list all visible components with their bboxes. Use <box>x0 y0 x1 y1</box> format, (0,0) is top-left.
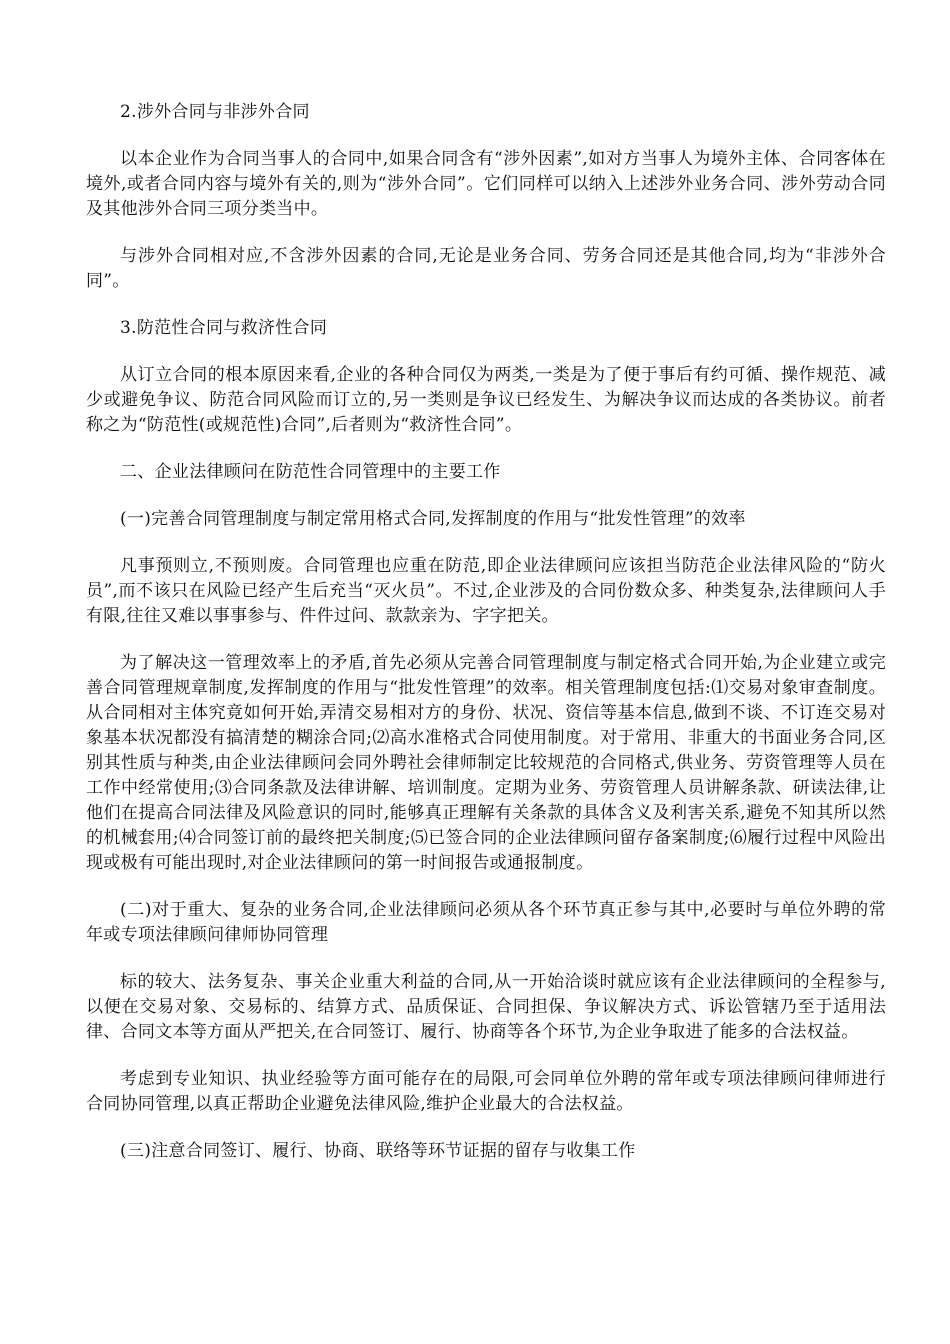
paragraph-prevention-first: 凡事预则立,不预则废。合同管理也应重在防范,即企业法律顾问应该担当防范企业法律风险的“防火员”,而不该只在风险已经产生后充当“灭火员”。不过,企业涉及的合同份数众多、种类复杂,法律顾问人手有限,往往又难以事事参与、件件过问、款款亲为、字字把关。 <box>86 556 886 626</box>
paragraph-foreign-contract-definition: 以本企业作为合同当事人的合同中,如果合同含有“涉外因素”,如对方当事人为境外主体、合同客体在境外,或者合同内容与境外有关的,则为“涉外合同”。它们同样可以纳入上述涉外业务合同、涉外劳动合同及其他涉外合同三项分类当中。 <box>86 149 886 219</box>
section-heading-main-work: 二、企业法律顾问在防范性合同管理中的主要工作 <box>120 462 501 482</box>
document-body <box>86 100 886 1186</box>
paragraph-non-foreign-contract: 与涉外合同相对应,不含涉外因素的合同,无论是业务合同、劳务合同还是其他合同,均为“非涉外合同”。 <box>86 246 886 291</box>
subsection-heading-3: (三)注意合同签订、履行、协商、联络等环节证据的留存与收集工作 <box>120 1141 636 1161</box>
subsection-heading-1: (一)完善合同管理制度与制定常用格式合同,发挥制度的作用与“批发性管理”的效率 <box>120 509 746 529</box>
paragraph-major-contracts: 标的较大、法务复杂、事关企业重大利益的合同,从一开始洽谈时就应该有企业法律顾问的全程参与,以便在交易对象、交易标的、结算方式、品质保证、合同担保、争议解决方式、诉讼管辖乃至于适用法律、合同文本等方面从严把关,在合同签订、履行、协商等各个环节,为企业争取进了能多的合法权益。 <box>86 972 886 1042</box>
subsection-heading-2: (二)对于重大、复杂的业务合同,企业法律顾问必须从各个环节真正参与其中,必要时与单位外聘的常年或专项法律顾问律师协同管理 <box>86 900 886 945</box>
section-heading-preventive-contracts: 3.防范性合同与救济性合同 <box>120 318 328 338</box>
paragraph-external-counsel: 考虑到专业知识、执业经验等方面可能存在的局限,可会同单位外聘的常年或专项法律顾问律师进行合同协同管理,以真正帮助企业避免法律风险,维护企业最大的合法权益。 <box>86 1069 886 1114</box>
paragraph-preventive-vs-remedial: 从订立合同的根本原因来看,企业的各种合同仅为两类,一类是为了便于事后有约可循、操作规范、减少或避免争议、防范合同风险而订立的,另一类则是争议已经发生、为解决争议而达成的各类协议。前者称之为“防范性(或规范性)合同”,后者则为“救济性合同”。 <box>86 365 886 435</box>
section-heading-foreign-contracts: 2.涉外合同与非涉外合同 <box>120 102 310 122</box>
paragraph-management-systems: 为了解决这一管理效率上的矛盾,首先必须从完善合同管理制度与制定格式合同开始,为企业建立或完善合同管理规章制度,发挥制度的作用与“批发性管理”的效率。相关管理制度包括:⑴交易对象审查制度。从合同相对主体究竟如何开始,弄清交易相对方的身份、状况、资信等基本信息,做到不谈、不订连交易对象基本状况都没有搞清楚的糊涂合同;⑵高水准格式合同使用制度。对于常用、非重大的书面业务合同,区别其性质与种类,由企业法律顾问会同外聘社会律师制定比较规范的合同格式,供业务、劳资管理等人员在工作中经常使用;⑶合同条款及法律讲解、培训制度。定期为业务、劳资管理人员讲解条款、研读法律,让他们在提高合同法律及风险意识的同时,能够真正理解有关条款的具体含义及利害关系,避免不知其所以然的机械套用;⑷合同签订前的最终把关制度;⑸已签合同的企业法律顾问留存备案制度;⑹履行过程中风险出现或极有可能出现时,对企业法律顾问的第一时间报告或通报制度。 <box>86 653 886 873</box>
